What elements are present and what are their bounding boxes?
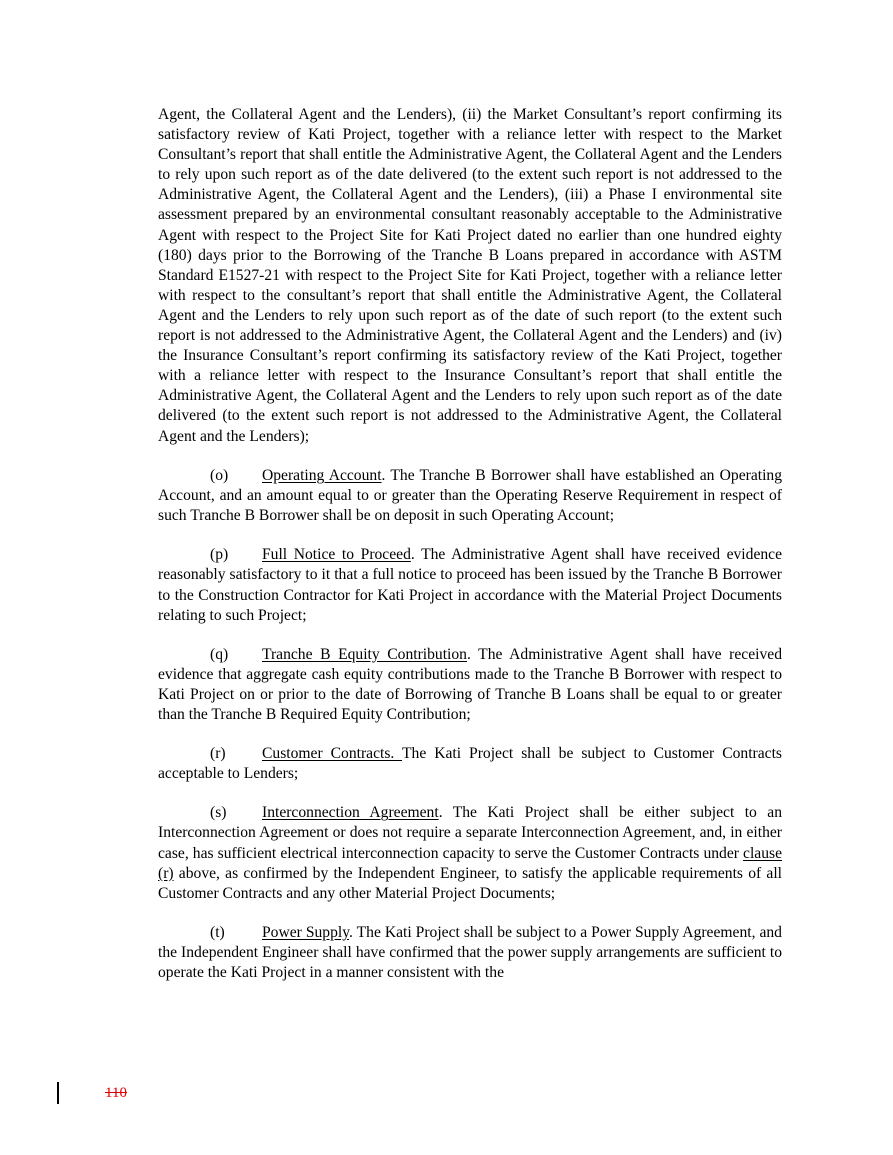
section-t <box>158 923 782 983</box>
section-label: (s) <box>210 804 227 822</box>
section-o <box>158 466 782 526</box>
section-heading: Operating Account <box>262 467 382 485</box>
section-heading: Power Supply <box>262 923 350 941</box>
section-p <box>158 545 782 625</box>
section-label: (q) <box>210 645 229 663</box>
section-label: (t) <box>210 923 225 941</box>
section-body: . The Tranche B Borrower shall have established an Operating Account, and an amount equal to or greater than the Operating Reserve Requirement in respect of such Tranche B Borrower shall be on deposit in such Operating Account; <box>158 467 782 525</box>
section-label: (o) <box>210 467 229 485</box>
section-body: . The Kati Project shall be either subject to an Interconnection Agreement or does not require a separate Interconnection Agreement, and, in either case, has sufficient electrical interconnection capacity to serve the Customer Contracts under <box>158 804 782 862</box>
section-body: . The Kati Project shall be subject to a Power Supply Agreement, and the Independent Engineer shall have confirmed that the power supply arrangements are sufficient to operate the Kati Project in a manner consistent with the <box>158 923 782 981</box>
section-body: The Kati Project shall be subject to Customer Contracts acceptable to Lenders; <box>158 745 782 783</box>
document-body <box>158 105 782 1002</box>
intro-paragraph: Agent, the Collateral Agent and the Lenders), (ii) the Market Consultant’s report confirming its satisfactory review of Kati Project, together with a reliance letter with respect to the Market Consultant’s report that shall entitle the Administrative Agent, the Collateral Agent and the Lenders to rely upon such report as of the date delivered (to the extent such report is not addressed to the Administrative Agent, the Collateral Agent and the Lenders), (iii) a Phase I environmental site assessment prepared by an environmental consultant reasonably acceptable to the Administrative Agent with respect to the Project Site for Kati Project dated no earlier than one hundred eighty (180) days prior to the Borrowing of the Tranche B Loans prepared in accordance with ASTM Standard E1527-21 with respect to the Project Site for Kati Project, together with a reliance letter with respect to the consultant’s report that shall entitle the Administrative Agent, the Collateral Agent and the Lenders to rely upon such report as of the date of such report (to the extent such report is not addressed to the Administrative Agent, the Collateral Agent and the Lenders) and (iv) the Insurance Consultant’s report confirming its satisfactory review of the Kati Project, together with a reliance letter with respect to the Insurance Consultant’s report that shall entitle the Administrative Agent, the Collateral Agent and the Lenders to rely upon such report as of the date delivered (to the extent such report is not addressed to the Administrative Agent, the Collateral Agent and the Lenders); <box>158 106 782 445</box>
section-body: . The Administrative Agent shall have received evidence reasonably satisfactory to it that a full notice to proceed has been issued by the Tranche B Borrower to the Construction Contractor for Kati Project in accordance with the Material Project Documents relating to such Project; <box>158 546 783 624</box>
section-heading: Full Notice to Proceed <box>262 546 411 564</box>
clause-reference-link[interactable]: clause (r) <box>158 844 782 882</box>
section-heading: Customer Contracts. <box>262 745 402 763</box>
revision-change-bar <box>57 1082 59 1104</box>
section-label: (r) <box>210 745 226 763</box>
section-heading: Tranche B Equity Contribution <box>262 645 467 663</box>
section-q <box>158 645 782 725</box>
section-label: (p) <box>210 546 229 564</box>
section-body-continued: above, as confirmed by the Independent Engineer, to satisfy the applicable requirements of all Customer Contracts and any other Material Project Documents; <box>158 864 782 902</box>
section-s <box>158 803 782 903</box>
page-number: 110 <box>105 1085 127 1101</box>
section-r <box>158 744 782 784</box>
section-body: . The Administrative Agent shall have received evidence that aggregate cash equity contributions made to the Tranche B Borrower with respect to Kati Project on or prior to the date of Borrowing of Tranche B Loans shall be equal to or greater than the Tranche B Required Equity Contribution; <box>158 645 782 724</box>
section-heading: Interconnection Agreement <box>262 804 439 822</box>
